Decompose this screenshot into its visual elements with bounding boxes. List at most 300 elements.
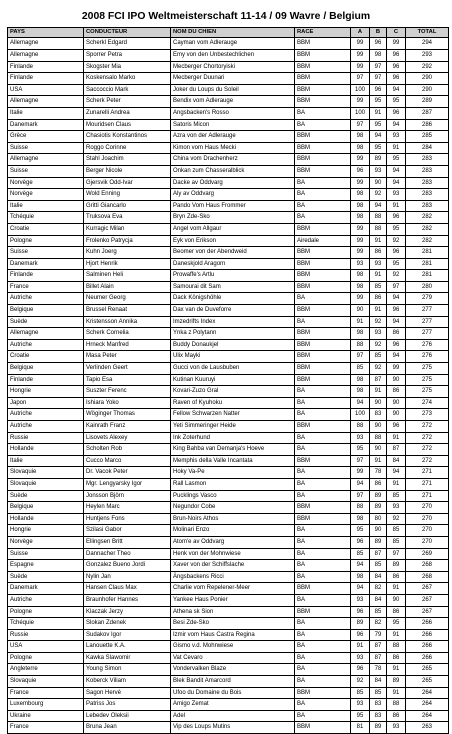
cell-c: 93 [387,502,406,514]
cell-total: 266 [406,641,449,653]
cell-conducteur: Brussel Renaat [84,305,171,317]
cell-total: 270 [406,502,449,514]
cell-nom-du-chien: Vondervalken Blaze [171,664,295,676]
cell-nom-du-chien: Dacke av Oddvarg [171,177,295,189]
cell-race: BA [295,432,351,444]
table-row [8,664,449,676]
cell-b: 83 [370,710,387,722]
table-row [8,722,449,734]
cell-total: 281 [406,247,449,259]
cell-race: BBM [295,258,351,270]
cell-total: 263 [406,722,449,734]
header-total: TOTAL [406,28,449,38]
cell-nom-du-chien: Negundor Cobe [171,502,295,514]
cell-c: 84 [387,455,406,467]
cell-pays: Suède [8,490,84,502]
table-row [8,386,449,398]
cell-total: 283 [406,200,449,212]
cell-nom-du-chien: Ink Zoterhund [171,432,295,444]
cell-pays: Autriche [8,409,84,421]
cell-pays: Autriche [8,293,84,305]
cell-a: 98 [351,212,370,224]
table-row [8,247,449,259]
cell-pays: Ukraine [8,710,84,722]
cell-c: 95 [387,258,406,270]
table-row [8,351,449,363]
cell-total: 271 [406,467,449,479]
cell-b: 96 [370,38,387,50]
cell-total: 283 [406,154,449,166]
cell-b: 96 [370,84,387,96]
cell-pays: Slovaquie [8,478,84,490]
cell-nom-du-chien: Raven of Kyuhoku [171,397,295,409]
cell-b: 92 [370,363,387,375]
cell-nom-du-chien: Blek Bandit Amarcord [171,676,295,688]
table-row [8,432,449,444]
cell-pays: Autriche [8,421,84,433]
cell-a: 96 [351,606,370,618]
cell-conducteur: Lisovets Alexey [84,432,171,444]
cell-conducteur: Scherk Cornelia [84,328,171,340]
cell-b: 90 [370,444,387,456]
cell-conducteur: Ishiara Yoko [84,397,171,409]
cell-total: 274 [406,397,449,409]
cell-race: BA [295,386,351,398]
cell-nom-du-chien: Rall Lasmon [171,478,295,490]
cell-pays: Autriche [8,594,84,606]
table-row [8,177,449,189]
cell-c: 94 [387,293,406,305]
cell-nom-du-chien: Bendix vom Adlerauge [171,96,295,108]
cell-b: 89 [370,490,387,502]
table-row [8,293,449,305]
cell-race: BBM [295,374,351,386]
cell-a: 90 [351,305,370,317]
cell-b: 86 [370,247,387,259]
cell-a: 95 [351,525,370,537]
cell-c: 97 [387,281,406,293]
header-pays: PAYS [8,28,84,38]
cell-a: 98 [351,200,370,212]
cell-total: 282 [406,212,449,224]
cell-nom-du-chien: Daneskjold Aragorn [171,258,295,270]
cell-b: 91 [370,455,387,467]
cell-total: 290 [406,73,449,85]
cell-a: 97 [351,490,370,502]
cell-nom-du-chien: Samourai dit Sam [171,281,295,293]
cell-conducteur: Scherkl Edgard [84,38,171,50]
cell-pays: Suisse [8,165,84,177]
cell-a: 97 [351,73,370,85]
cell-conducteur: Stahl Joachim [84,154,171,166]
cell-pays: Belgique [8,502,84,514]
cell-pays: Finlande [8,270,84,282]
cell-conducteur: Neumer Georg [84,293,171,305]
cell-conducteur: Kuhn Joerg [84,247,171,259]
cell-conducteur: Nylin Jan [84,571,171,583]
cell-nom-du-chien: Henk von der Mohnwiese [171,548,295,560]
cell-a: 98 [351,189,370,201]
header-b: B [370,28,387,38]
table-row [8,444,449,456]
cell-race: BBM [295,247,351,259]
cell-pays: Hongrie [8,525,84,537]
cell-nom-du-chien: Pando Vom Haus Frommer [171,200,295,212]
cell-pays: France [8,687,84,699]
cell-c: 94 [387,84,406,96]
cell-total: 270 [406,525,449,537]
cell-total: 267 [406,583,449,595]
cell-pays: Luxembourg [8,699,84,711]
cell-a: 81 [351,722,370,734]
cell-a: 95 [351,444,370,456]
table-row [8,710,449,722]
cell-conducteur: Jonsson Björn [84,490,171,502]
cell-nom-du-chien: Angsbacken's Rosso [171,107,295,119]
cell-total: 266 [406,652,449,664]
cell-conducteur: Wöginger Thomas [84,409,171,421]
cell-total: 266 [406,629,449,641]
cell-conducteur: Dannacher Theo [84,548,171,560]
cell-c: 86 [387,652,406,664]
cell-pays: Pologne [8,606,84,618]
cell-conducteur: Koberck Viliam [84,676,171,688]
cell-total: 270 [406,513,449,525]
cell-conducteur: Huntjens Fons [84,513,171,525]
table-row [8,154,449,166]
cell-race: BA [295,536,351,548]
table-row [8,455,449,467]
cell-nom-du-chien: Emy von den Unbestechlichen [171,50,295,62]
cell-b: 85 [370,281,387,293]
cell-total: 267 [406,594,449,606]
cell-b: 86 [370,293,387,305]
cell-pays: Suisse [8,142,84,154]
cell-race: BBM [295,722,351,734]
cell-b: 91 [370,235,387,247]
table-row [8,61,449,73]
table-row [8,467,449,479]
cell-nom-du-chien: Ängsbackens Ricci [171,571,295,583]
table-row [8,536,449,548]
cell-pays: France [8,722,84,734]
cell-total: 269 [406,548,449,560]
cell-b: 95 [370,119,387,131]
cell-conducteur: Heylen Marc [84,502,171,514]
table-row [8,409,449,421]
cell-pays: Danemark [8,583,84,595]
cell-nom-du-chien: Ufoo du Domaine du Bois [171,687,295,699]
cell-b: 90 [370,397,387,409]
table-row [8,560,449,572]
cell-c: 94 [387,165,406,177]
cell-c: 86 [387,606,406,618]
cell-b: 94 [370,200,387,212]
table-row [8,50,449,62]
table-row [8,189,449,201]
cell-race: BBM [295,270,351,282]
table-row [8,38,449,50]
table-row [8,200,449,212]
header-conducteur: CONDUCTEUR [84,28,171,38]
header-c: C [387,28,406,38]
cell-b: 93 [370,258,387,270]
cell-conducteur: Szilasi Gabor [84,525,171,537]
cell-a: 97 [351,119,370,131]
cell-pays: Belgique [8,305,84,317]
table-row [8,397,449,409]
cell-conducteur: Sporrer Petra [84,50,171,62]
cell-conducteur: Gonzalez Bueno Jordi [84,560,171,572]
cell-nom-du-chien: Yankee Haus Ponier [171,594,295,606]
cell-conducteur: Patriss Jos [84,699,171,711]
cell-total: 272 [406,455,449,467]
cell-race: BA [295,397,351,409]
cell-b: 87 [370,641,387,653]
table-row [8,374,449,386]
cell-conducteur: Kristensson Annika [84,316,171,328]
cell-total: 284 [406,142,449,154]
cell-race: BA [295,316,351,328]
cell-c: 91 [387,583,406,595]
cell-b: 91 [370,270,387,282]
cell-race: BA [295,200,351,212]
cell-race: BA [295,560,351,572]
cell-conducteur: Skogster Mia [84,61,171,73]
cell-b: 85 [370,606,387,618]
cell-conducteur: Slokan Zdenek [84,618,171,630]
cell-c: 88 [387,641,406,653]
table-row [8,676,449,688]
cell-nom-du-chien: Beomer von der Abendweid [171,247,295,259]
table-row [8,131,449,143]
cell-conducteur: Lebedev Oleksii [84,710,171,722]
cell-c: 95 [387,618,406,630]
cell-pays: Allemagne [8,96,84,108]
cell-b: 87 [370,374,387,386]
cell-nom-du-chien: Yeti Simmeringer Heide [171,421,295,433]
cell-conducteur: Mouridsen Claus [84,119,171,131]
cell-nom-du-chien: Vip des Loups Mutins [171,722,295,734]
cell-conducteur: Frolenko Patrycja [84,235,171,247]
cell-b: 98 [370,50,387,62]
cell-a: 100 [351,409,370,421]
cell-b: 95 [370,142,387,154]
cell-nom-du-chien: Mecberger Chortoryiski [171,61,295,73]
cell-race: BBM [295,281,351,293]
cell-race: BA [295,525,351,537]
cell-b: 89 [370,536,387,548]
cell-b: 82 [370,618,387,630]
cell-nom-du-chien: Kimon vom Haus Mecki [171,142,295,154]
cell-nom-du-chien: Hoky Va-Pe [171,467,295,479]
cell-nom-du-chien: Vat Cevaro [171,652,295,664]
cell-race: BA [295,664,351,676]
cell-conducteur: Zunarelli Andrea [84,107,171,119]
cell-b: 83 [370,409,387,421]
cell-c: 96 [387,107,406,119]
cell-race: BA [295,548,351,560]
cell-a: 99 [351,293,370,305]
cell-race: BA [295,409,351,421]
table-row [8,571,449,583]
cell-pays: Allemagne [8,50,84,62]
cell-a: 89 [351,618,370,630]
cell-pays: Finlande [8,374,84,386]
table-row [8,305,449,317]
cell-b: 84 [370,571,387,583]
cell-c: 85 [387,490,406,502]
cell-race: BA [295,119,351,131]
cell-b: 91 [370,305,387,317]
cell-a: 98 [351,281,370,293]
cell-pays: Suède [8,571,84,583]
cell-nom-du-chien: Joker du Loups du Soleil [171,84,295,96]
cell-c: 91 [387,687,406,699]
page-title: 2008 FCI IPO Weltmeisterschaft 11-14 / 09 Wavre / Belgium [81,11,371,22]
cell-total: 281 [406,258,449,270]
cell-c: 91 [387,629,406,641]
cell-c: 96 [387,247,406,259]
table-row [8,258,449,270]
cell-a: 98 [351,328,370,340]
cell-pays: Japon [8,397,84,409]
table-header-row [8,28,449,38]
cell-nom-du-chien: Besi Zde-Sko [171,618,295,630]
cell-a: 96 [351,664,370,676]
cell-b: 94 [370,131,387,143]
cell-race: BA [295,699,351,711]
cell-conducteur: Klaczak Jerzy [84,606,171,618]
cell-conducteur: Gjersvik Odd-Ivar [84,177,171,189]
cell-conducteur: Kurragic Milan [84,223,171,235]
cell-nom-du-chien: Azra von der Adlerauge [171,131,295,143]
header-nom-du-chien: NOM DU CHIEN [171,28,295,38]
cell-race: BBM [295,687,351,699]
cell-c: 95 [387,154,406,166]
cell-b: 85 [370,687,387,699]
cell-total: 264 [406,710,449,722]
cell-conducteur: Chasiotis Konstantinos [84,131,171,143]
cell-total: 271 [406,478,449,490]
cell-a: 96 [351,536,370,548]
cell-c: 86 [387,710,406,722]
cell-race: BBM [295,223,351,235]
cell-race: BBM [295,513,351,525]
cell-pays: Tchéquie [8,618,84,630]
cell-a: 99 [351,50,370,62]
table-row [8,687,449,699]
table-row [8,618,449,630]
cell-pays: Hongrie [8,386,84,398]
cell-conducteur: Braunhofer Hannes [84,594,171,606]
cell-race: BA [295,629,351,641]
table-row [8,490,449,502]
cell-a: 99 [351,235,370,247]
cell-c: 96 [387,421,406,433]
cell-c: 90 [387,409,406,421]
cell-b: 88 [370,212,387,224]
cell-a: 96 [351,165,370,177]
cell-total: 277 [406,305,449,317]
cell-nom-du-chien: Athena sk Sion [171,606,295,618]
cell-total: 283 [406,165,449,177]
cell-a: 94 [351,397,370,409]
cell-c: 94 [387,467,406,479]
cell-c: 90 [387,374,406,386]
cell-total: 283 [406,177,449,189]
cell-c: 94 [387,351,406,363]
cell-nom-du-chien: Atom'e av Oddvarg [171,536,295,548]
cell-pays: Italie [8,107,84,119]
cell-nom-du-chien: Gismo v.d. Mohnwiese [171,641,295,653]
cell-total: 276 [406,351,449,363]
cell-race: BA [295,444,351,456]
cell-nom-du-chien: Dack Königshöhle [171,293,295,305]
cell-b: 90 [370,525,387,537]
cell-race: BBM [295,84,351,96]
cell-race: BBM [295,96,351,108]
cell-race: BBM [295,142,351,154]
cell-conducteur: Koskensalo Marko [84,73,171,85]
cell-a: 98 [351,386,370,398]
table-row [8,513,449,525]
cell-nom-du-chien: Eyk von Erikson [171,235,295,247]
cell-a: 93 [351,652,370,664]
cell-total: 275 [406,374,449,386]
header-a: A [351,28,370,38]
cell-nom-du-chien: Brun-Noirs Athos [171,513,295,525]
table-row [8,84,449,96]
table-row [8,641,449,653]
cell-c: 91 [387,664,406,676]
cell-nom-du-chien: Satoris Micon [171,119,295,131]
cell-a: 92 [351,676,370,688]
cell-conducteur: Sagon Hervé [84,687,171,699]
cell-b: 87 [370,652,387,664]
cell-conducteur: Tapio Esa [84,374,171,386]
table-row [8,96,449,108]
cell-nom-du-chien: Prowaffe's Artlu [171,270,295,282]
cell-b: 89 [370,502,387,514]
cell-pays: Slovaquie [8,467,84,479]
cell-total: 276 [406,339,449,351]
cell-b: 82 [370,583,387,595]
cell-nom-du-chien: Cayman vom Adlerauge [171,38,295,50]
cell-total: 280 [406,281,449,293]
cell-a: 99 [351,38,370,50]
table-row [8,652,449,664]
cell-conducteur: Kainrath Franz [84,421,171,433]
cell-a: 98 [351,270,370,282]
cell-conducteur: Billet Alain [84,281,171,293]
cell-c: 99 [387,38,406,50]
cell-nom-du-chien: Ulix Mayki [171,351,295,363]
cell-c: 86 [387,328,406,340]
cell-b: 83 [370,699,387,711]
cell-nom-du-chien: Imzedrifts Index [171,316,295,328]
cell-a: 91 [351,641,370,653]
cell-total: 281 [406,270,449,282]
cell-pays: Croatie [8,223,84,235]
table-row [8,583,449,595]
cell-c: 93 [387,189,406,201]
cell-c: 92 [387,235,406,247]
cell-nom-du-chien: Kutinan Kuuruyi [171,374,295,386]
cell-nom-du-chien: Pucklings Vasco [171,490,295,502]
cell-race: BA [295,212,351,224]
table-row [8,165,449,177]
